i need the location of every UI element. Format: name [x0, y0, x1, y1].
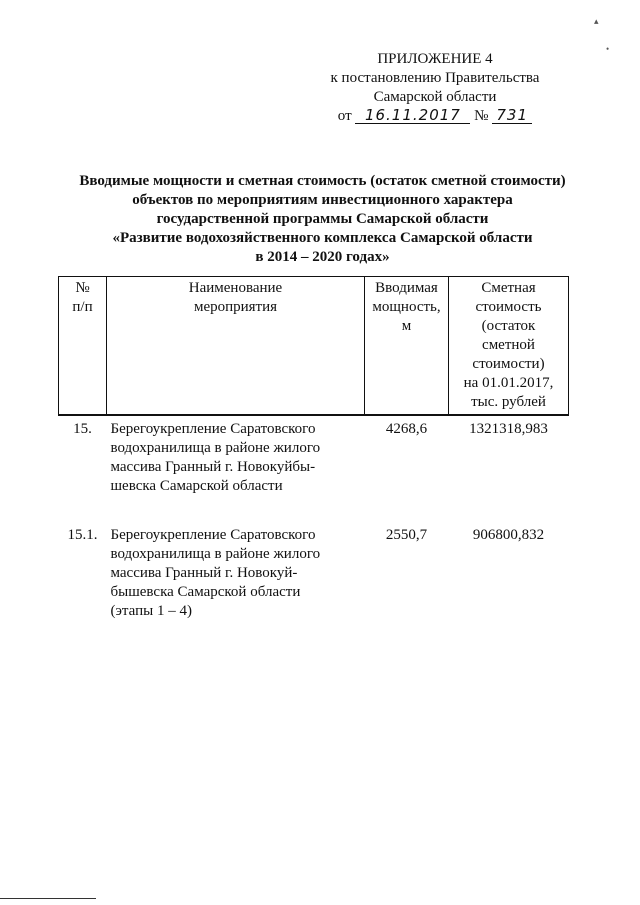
appendix-date-line	[300, 107, 570, 126]
appendix-header	[300, 50, 570, 126]
capacity-cost-table	[58, 276, 569, 621]
number-prefix: №	[474, 108, 489, 124]
row-name-line: бышевска Самарской области	[110, 584, 301, 600]
appendix-resolution: к постановлению Правительства	[330, 70, 540, 86]
row-cost: 1321318,983	[469, 421, 548, 437]
title-line-5: в 2014 – 2020 годах»	[255, 249, 390, 265]
date-value: 16.11.2017	[355, 108, 470, 124]
header-power-line-3: м	[401, 318, 412, 334]
table-row	[59, 522, 569, 621]
date-prefix: от	[337, 108, 352, 124]
row-power: 2550,7	[385, 527, 428, 543]
table-row	[59, 415, 569, 522]
table-header-row	[59, 277, 569, 416]
row-power: 4268,6	[385, 421, 428, 437]
row-name-line: массива Гранный г. Новокуй-	[110, 565, 298, 581]
scan-mark: ▴	[594, 16, 599, 26]
row-num: 15.1.	[67, 527, 98, 543]
header-name-line-2: мероприятия	[193, 299, 278, 315]
appendix-title: ПРИЛОЖЕНИЕ 4	[377, 51, 493, 67]
title-line-2: объектов по мероприятиям инвестиционного характера	[132, 192, 513, 208]
header-num-line-2: п/п	[72, 299, 93, 315]
number-value: 731	[492, 108, 532, 124]
row-name-line: шевска Самарской области	[110, 478, 283, 494]
header-cost-line-3: (остаток	[481, 318, 536, 334]
document-title	[60, 172, 585, 267]
row-name-line: водохранилища в районе жилого	[110, 546, 321, 562]
row-num: 15.	[73, 421, 92, 437]
header-power	[365, 277, 449, 416]
row-name-line: Берегоукрепление Саратовского	[110, 421, 316, 437]
header-name-line-1: Наименование	[188, 280, 283, 296]
header-cost-line-2: стоимость	[475, 299, 542, 315]
header-cost-line-6: на 01.01.2017,	[463, 375, 554, 391]
title-line-3: государственной программы Самарской области	[156, 211, 489, 227]
row-name-line: водохранилища в районе жилого	[110, 440, 321, 456]
row-name-line: Берегоукрепление Саратовского	[110, 527, 316, 543]
title-line-1: Вводимые мощности и сметная стоимость (остаток сметной стоимости)	[79, 173, 566, 189]
header-cost	[449, 277, 569, 416]
header-cost-line-7: тыс. рублей	[471, 394, 546, 410]
title-line-4: «Развитие водохозяйственного комплекса Самарской области	[112, 230, 533, 246]
header-power-line-2: мощность,	[372, 299, 441, 315]
row-name	[107, 415, 365, 522]
header-cost-line-1: Сметная	[481, 280, 536, 296]
row-name-line: массива Гранный г. Новокуйбы-	[110, 459, 316, 475]
row-cost: 906800,832	[472, 527, 545, 543]
scan-edge-line	[0, 898, 96, 899]
header-num-line-1: №	[75, 280, 90, 296]
header-cost-line-4: сметной	[482, 337, 535, 353]
header-power-line-1: Вводимая	[375, 280, 438, 296]
header-name	[107, 277, 365, 416]
header-cost-line-5: стоимости)	[472, 356, 545, 372]
appendix-region: Самарской области	[373, 89, 497, 105]
header-num	[59, 277, 107, 416]
row-name-line: (этапы 1 – 4)	[110, 603, 192, 619]
row-name	[107, 522, 365, 621]
scan-dot: •	[606, 44, 610, 54]
